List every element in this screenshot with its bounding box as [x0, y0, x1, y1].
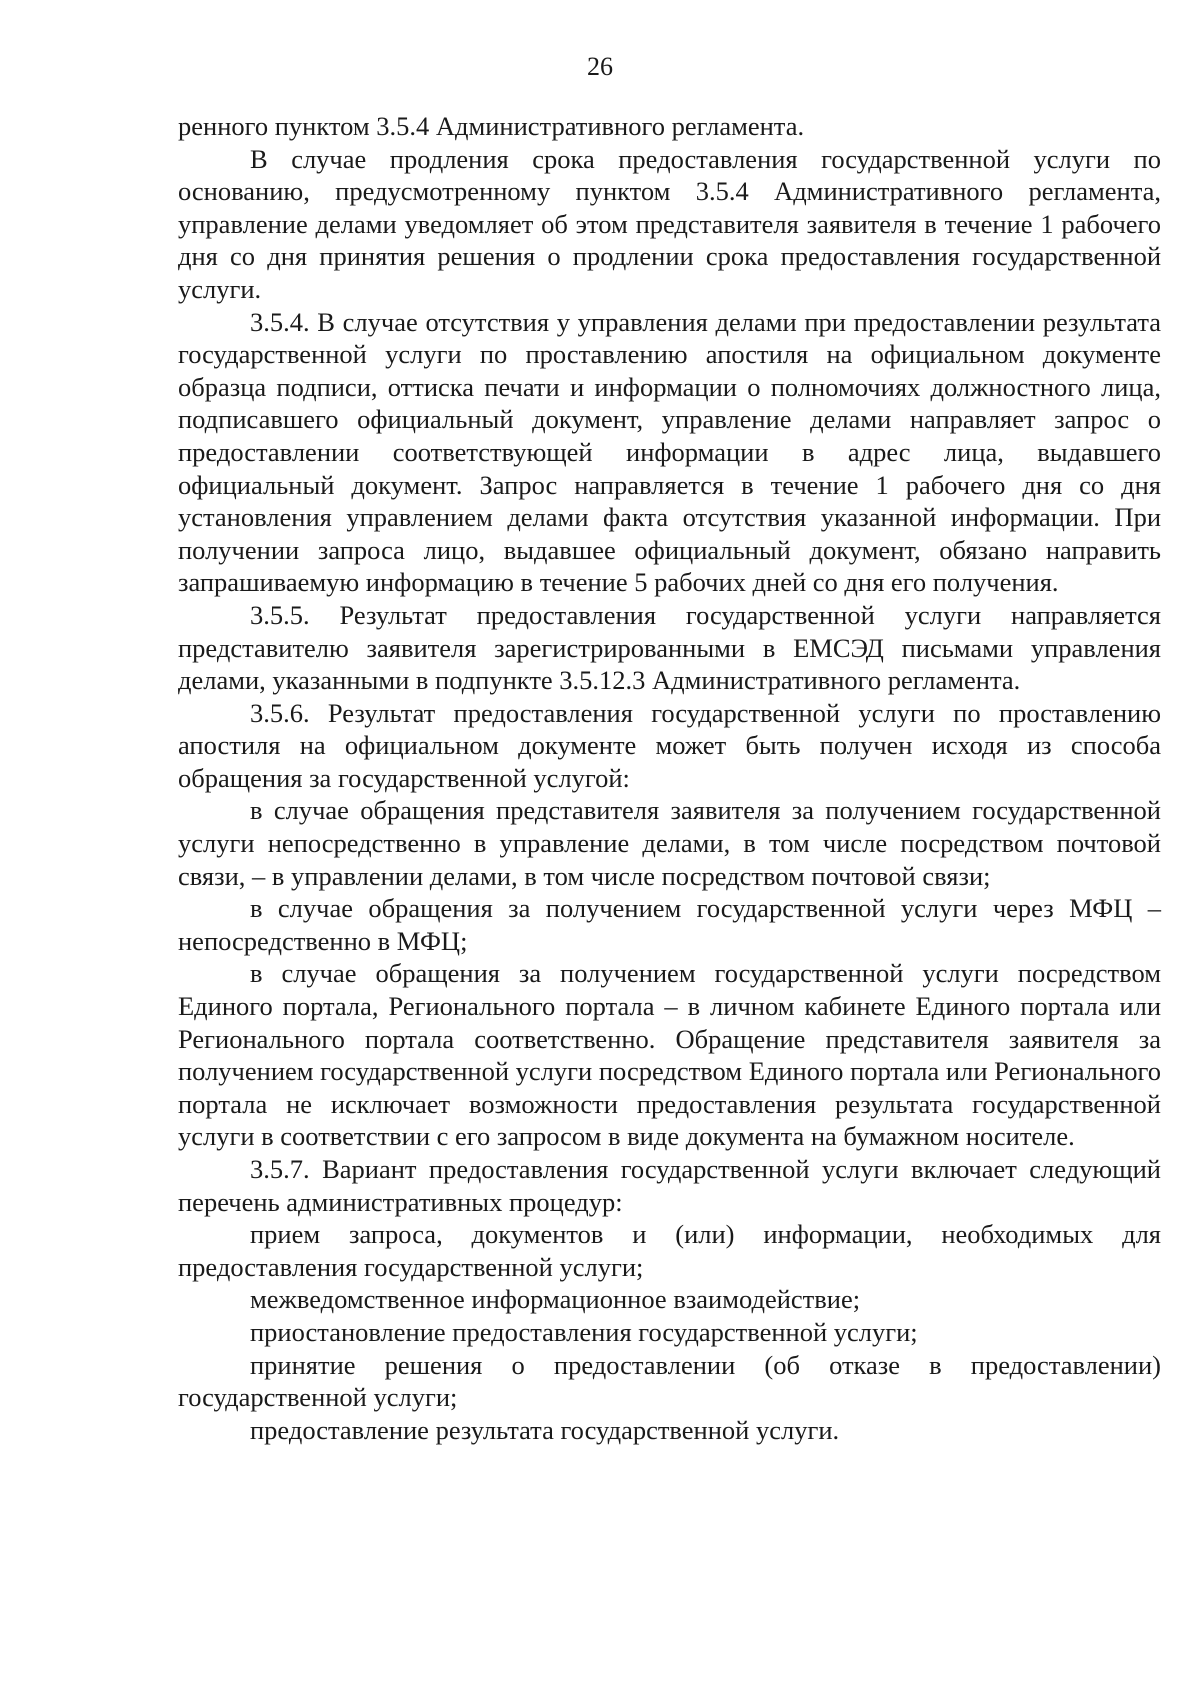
paragraph-3-5-6: 3.5.6. Результат предоставления государственной услуги по проставлению апостиля на официальном документе может быть получен исходя из способа обращения за государственной услугой: [178, 697, 1161, 793]
paragraph-3-5-7: 3.5.7. Вариант предоставления государственной услуги включает следующий перечень административных процедур: [178, 1154, 1161, 1217]
document-body [178, 110, 1161, 1446]
paragraph-3-5-5: 3.5.5. Результат предоставления государственной услуги направляется представителю заявителя зарегистрированными в ЕМСЭД письмами управления делами, указанными в подпункте 3.5.12.3 Административного регламента. [178, 599, 1161, 696]
paragraph-extension-notice: В случае продления срока предоставления государственной услуги по основанию, предусмотренному пунктом 3.5.4 Административного регламента, управление делами уведомляет об этом представителя заявителя в течение 1 рабочего дня со дня принятия решения о продлении срока предоставления государственной услуги. [178, 143, 1161, 304]
paragraph-portal-request: в случае обращения за получением государственной услуги посредством Единого портала, Регионального портала – в личном кабинете Единого портала или Регионального портала соответственно. Обращение представителя заявителя за получением государственной услуги посредством Единого портала или Регионального портала не исключает возможности предоставления результата государственной услуги в соответствии с его запросом в виде документа на бумажном носителе. [178, 958, 1161, 1152]
paragraph-direct-request: в случае обращения представителя заявителя за получением государственной услуги непосредственно в управление делами, в том числе посредством почтовой связи, – в управлении делами, в том числе посредством почтовой связи; [178, 795, 1161, 891]
list-item-procedure: приостановление предоставления государственной услуги; [250, 1316, 918, 1347]
paragraph-3-5-4: 3.5.4. В случае отсутствия у управления делами при предоставлении результата государственной услуги по проставлению апостиля на официальном документе образца подписи, оттиска печати и информации о полномочиях должностного лица, подписавшего официальный документ, управление делами направляет запрос о предоставлении соответствующей информации в адрес лица, выдавшего официальный документ. Запрос направляется в течение 1 рабочего дня со дня установления управлением делами факта отсутствия указанной информации. При получении запроса лицо, выдавшее официальный документ, обязано направить запрашиваемую информацию в течение 5 рабочих дней со дня его получения. [178, 306, 1161, 598]
list-item-procedure: межведомственное информационное взаимодействие; [250, 1284, 861, 1315]
paragraph-continuation: ренного пунктом 3.5.4 Административного регламента. [178, 111, 805, 141]
list-item-procedure: прием запроса, документов и (или) информации, необходимых для предоставления государственной услуги; [178, 1219, 1161, 1282]
list-item-procedure: предоставление результата государственной услуги. [250, 1414, 840, 1445]
paragraph-mfc-request: в случае обращения за получением государственной услуги через МФЦ – непосредственно в МФЦ; [178, 893, 1161, 956]
list-item-procedure: принятие решения о предоставлении (об отказе в предоставлении) государственной услуги; [178, 1349, 1161, 1413]
page-number: 26 [587, 52, 613, 81]
